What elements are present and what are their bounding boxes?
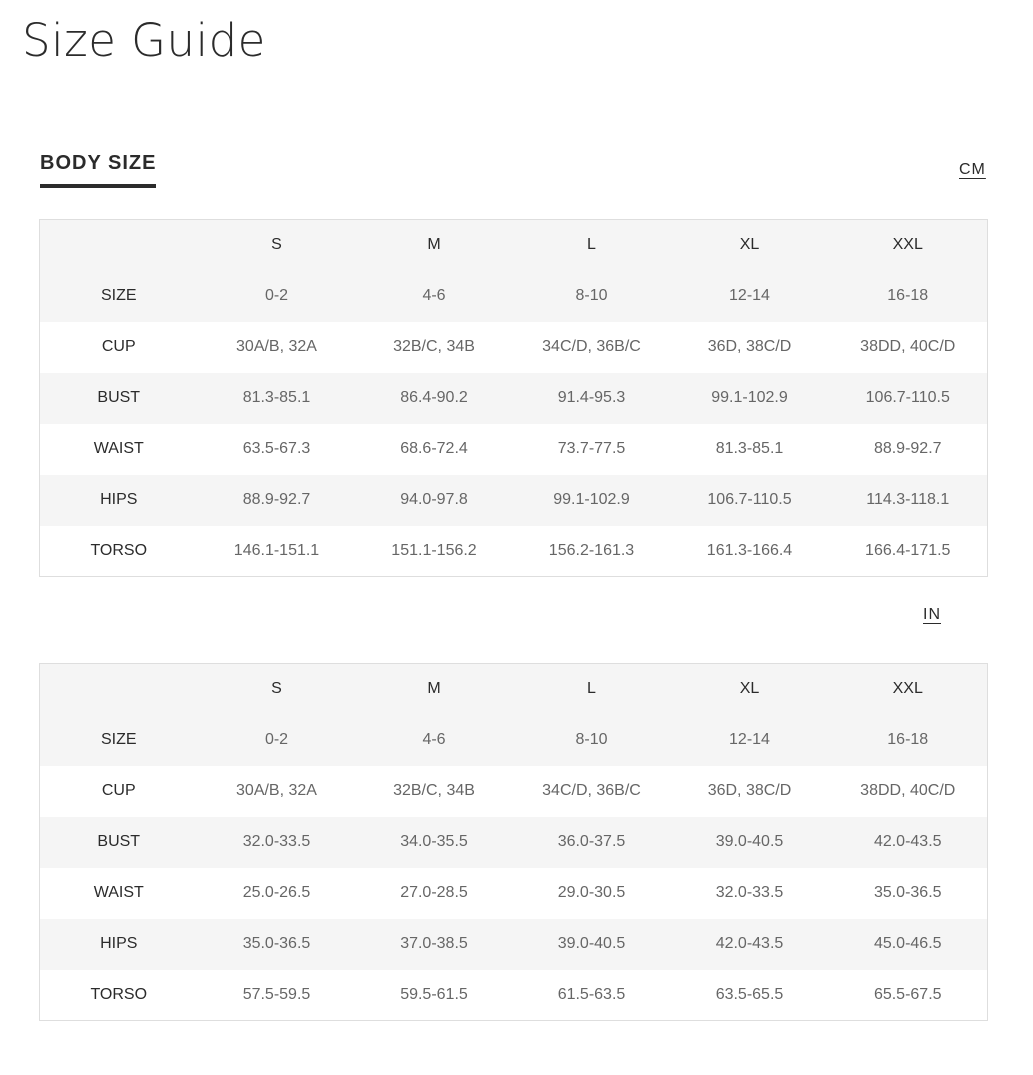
row-label: HIPS bbox=[100, 935, 138, 952]
table-cell: 86.4-90.2 bbox=[400, 389, 468, 406]
table-cell: 106.7-110.5 bbox=[865, 389, 950, 406]
table-cell: 27.0-28.5 bbox=[400, 884, 468, 901]
table-row bbox=[40, 373, 988, 424]
table-cell: 68.6-72.4 bbox=[400, 440, 468, 457]
table-cell: 61.5-63.5 bbox=[557, 985, 626, 1003]
column-header: XL bbox=[739, 236, 760, 254]
table-cell: 32.0-33.5 bbox=[715, 884, 784, 901]
table-row bbox=[40, 817, 988, 868]
table-cell: 156.2-161.3 bbox=[548, 541, 635, 559]
unit-cm-link[interactable]: CM bbox=[959, 161, 986, 178]
row-label: SIZE bbox=[100, 287, 137, 304]
table-cell: 88.9-92.7 bbox=[873, 440, 942, 457]
table-row bbox=[40, 475, 988, 526]
table-row bbox=[40, 766, 988, 817]
table-cell: 81.3-85.1 bbox=[715, 440, 784, 457]
unit-in-link[interactable]: IN bbox=[923, 606, 941, 623]
table-cell: 99.1-102.9 bbox=[711, 389, 788, 406]
header-corner-cell bbox=[40, 664, 198, 715]
table-cell: 38DD, 40C/D bbox=[860, 338, 956, 355]
row-label: BUST bbox=[97, 389, 141, 406]
table-cell: 42.0-43.5 bbox=[873, 833, 942, 850]
column-header: S bbox=[271, 680, 282, 698]
row-label: TORSO bbox=[90, 985, 148, 1003]
table-cell: 65.5-67.5 bbox=[873, 985, 942, 1003]
table-row bbox=[40, 424, 988, 475]
table-cell: 94.0-97.8 bbox=[400, 491, 468, 508]
table-cell: 8-10 bbox=[575, 731, 608, 748]
column-header: XXL bbox=[892, 236, 923, 254]
table-cell: 161.3-166.4 bbox=[706, 541, 793, 559]
table-cell: 81.3-85.1 bbox=[242, 389, 311, 406]
table-cell: 34C/D, 36B/C bbox=[542, 338, 641, 355]
table-cell: 59.5-61.5 bbox=[400, 985, 468, 1003]
table-cell: 4-6 bbox=[422, 287, 446, 304]
table-cell: 35.0-36.5 bbox=[873, 884, 942, 901]
row-label: TORSO bbox=[90, 541, 148, 559]
table-row bbox=[40, 322, 988, 373]
table-cell: 0-2 bbox=[264, 287, 289, 304]
table-header-row bbox=[40, 220, 988, 271]
table-cell: 88.9-92.7 bbox=[242, 491, 311, 508]
table-row bbox=[40, 271, 988, 322]
size-table-cm bbox=[39, 219, 988, 577]
table-row bbox=[40, 868, 988, 919]
table-cell: 63.5-67.3 bbox=[242, 440, 311, 457]
row-label: BUST bbox=[97, 833, 141, 850]
table-cell: 32B/C, 34B bbox=[393, 782, 475, 799]
row-label: WAIST bbox=[93, 440, 144, 457]
size-table-in bbox=[39, 663, 988, 1021]
table-cell: 106.7-110.5 bbox=[707, 491, 792, 508]
column-header: XL bbox=[739, 680, 760, 698]
table-cell: 45.0-46.5 bbox=[873, 935, 942, 952]
table-cell: 8-10 bbox=[575, 287, 608, 304]
table-cell: 99.1-102.9 bbox=[553, 491, 630, 508]
table-cell: 12-14 bbox=[729, 731, 770, 748]
table-cell: 16-18 bbox=[887, 731, 929, 748]
table-cell: 16-18 bbox=[887, 287, 929, 304]
table-row bbox=[40, 919, 988, 970]
column-header: L bbox=[587, 236, 596, 254]
table-row bbox=[40, 526, 988, 577]
row-label: SIZE bbox=[100, 731, 137, 748]
table-cell: 36.0-37.5 bbox=[557, 833, 626, 850]
table-header-row bbox=[40, 664, 988, 715]
table-cell: 38DD, 40C/D bbox=[860, 782, 956, 799]
table-cell: 63.5-65.5 bbox=[715, 985, 784, 1003]
table-cell: 151.1-156.2 bbox=[391, 541, 477, 559]
table-cell: 73.7-77.5 bbox=[557, 440, 626, 457]
table-cell: 91.4-95.3 bbox=[557, 389, 626, 406]
table-cell: 166.4-171.5 bbox=[865, 541, 951, 559]
table-cell: 57.5-59.5 bbox=[242, 985, 311, 1003]
table-cell: 34C/D, 36B/C bbox=[542, 782, 641, 799]
table-cell: 114.3-118.1 bbox=[866, 491, 950, 508]
table-cell: 42.0-43.5 bbox=[715, 935, 784, 952]
header-corner-cell bbox=[40, 220, 198, 271]
table-cell: 34.0-35.5 bbox=[400, 833, 468, 850]
table-cell: 36D, 38C/D bbox=[707, 782, 792, 799]
column-header: M bbox=[427, 236, 441, 254]
table-cell: 29.0-30.5 bbox=[557, 884, 626, 901]
table-cell: 32B/C, 34B bbox=[393, 338, 475, 355]
table-cell: 12-14 bbox=[729, 287, 770, 304]
row-label: WAIST bbox=[93, 884, 144, 901]
row-label: HIPS bbox=[100, 491, 138, 508]
table-cell: 30A/B, 32A bbox=[236, 782, 317, 799]
tab-body-size[interactable]: BODY SIZE bbox=[40, 152, 156, 188]
row-label: CUP bbox=[101, 338, 136, 355]
table-row bbox=[40, 970, 988, 1021]
table-cell: 30A/B, 32A bbox=[236, 338, 317, 355]
table-cell: 0-2 bbox=[264, 731, 289, 748]
table-cell: 25.0-26.5 bbox=[242, 884, 311, 901]
table-cell: 32.0-33.5 bbox=[242, 833, 311, 850]
column-header: XXL bbox=[892, 680, 923, 698]
table-cell: 4-6 bbox=[422, 731, 446, 748]
column-header: L bbox=[587, 680, 596, 698]
row-label: CUP bbox=[101, 782, 136, 799]
table-row bbox=[40, 715, 988, 766]
table-cell: 39.0-40.5 bbox=[715, 833, 784, 850]
table-cell: 36D, 38C/D bbox=[707, 338, 792, 355]
table-cell: 146.1-151.1 bbox=[233, 541, 320, 559]
table-cell: 39.0-40.5 bbox=[557, 935, 626, 952]
column-header: M bbox=[427, 680, 441, 698]
table-cell: 35.0-36.5 bbox=[242, 935, 311, 952]
table-cell: 37.0-38.5 bbox=[400, 935, 468, 952]
page-title: Size Guide bbox=[22, 14, 266, 67]
column-header: S bbox=[271, 236, 282, 254]
